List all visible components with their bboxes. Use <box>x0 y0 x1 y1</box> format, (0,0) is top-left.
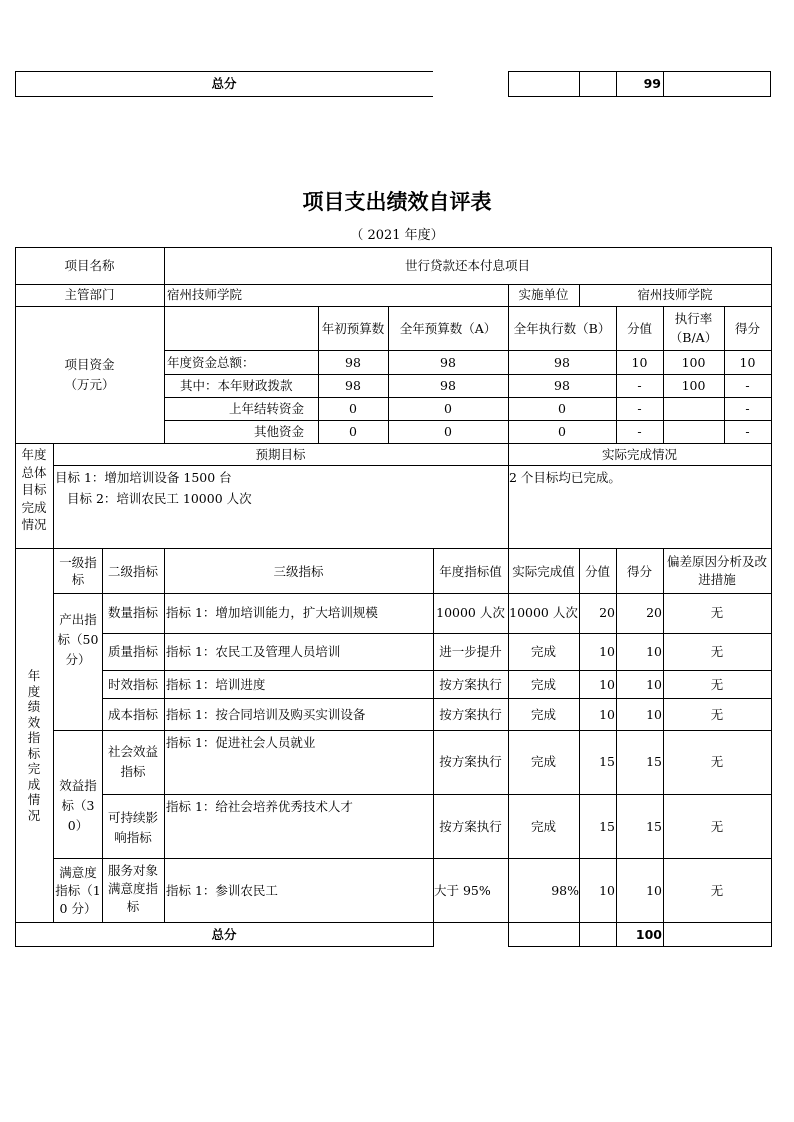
level3-cell: 指标 1：促进社会人员就业 <box>166 735 316 750</box>
goal-2: 目标 2：培训农民工 10000 人次 <box>67 491 252 506</box>
funds-cell: 10 <box>631 355 648 370</box>
funds-row-label: 其他资金 <box>253 424 304 439</box>
funds-cell: - <box>745 424 750 439</box>
level2-cell: 可持续影响指标 <box>107 810 158 845</box>
funds-cell: 10 <box>739 355 756 370</box>
score-cell: 10 <box>599 644 615 659</box>
project-name-label: 项目名称 <box>64 258 115 273</box>
got-cell: 10 <box>646 644 662 659</box>
level2-cell: 社会效益指标 <box>107 744 158 779</box>
header-level3: 三级指标 <box>273 564 324 579</box>
reason-cell: 无 <box>710 819 724 834</box>
score-cell: 10 <box>599 677 615 692</box>
level3-cell: 指标 1：农民工及管理人员培训 <box>166 644 341 659</box>
funds-cell: 98 <box>554 355 570 370</box>
funds-cell: - <box>637 401 642 416</box>
header-initial-budget: 年初预算数 <box>321 321 385 336</box>
got-cell: 10 <box>646 677 662 692</box>
header-score: 分值 <box>584 564 610 579</box>
funds-cell: - <box>745 378 750 393</box>
level3-cell: 指标 1：增加培训能力，扩大培训规模 <box>166 605 378 620</box>
prev-total-value: 99 <box>643 76 661 91</box>
dept-label: 主管部门 <box>64 287 115 302</box>
header-annual-budget: 全年预算数（A） <box>399 321 497 336</box>
level2-cell: 成本指标 <box>107 707 158 722</box>
funds-row-label: 年度资金总额： <box>167 355 255 370</box>
satisfaction-indicator-label: 满意度指标（10 分） <box>55 865 101 916</box>
unit-label: 实施单位 <box>518 287 569 302</box>
funds-cell: 0 <box>444 424 452 439</box>
score-cell: 10 <box>599 707 615 722</box>
funds-cell: 100 <box>681 355 706 370</box>
header-got-score: 得分 <box>734 321 760 336</box>
target-cell: 大于 95% <box>434 883 491 898</box>
reason-cell: 无 <box>710 644 724 659</box>
funds-cell: - <box>637 424 642 439</box>
actual-cell: 10000 人次 <box>509 605 578 620</box>
level2-cell: 时效指标 <box>107 677 158 692</box>
funds-unit: （万元） <box>64 377 115 392</box>
target-cell: 按方案执行 <box>439 677 502 692</box>
total-value: 100 <box>635 927 662 942</box>
funds-cell: 0 <box>558 424 566 439</box>
level3-cell: 指标 1：给社会培养优秀技术人才 <box>166 799 353 814</box>
reason-cell: 无 <box>710 707 724 722</box>
header-level2: 二级指标 <box>107 564 158 579</box>
got-cell: 10 <box>646 707 662 722</box>
benefit-indicator-label: 效益指标（30） <box>59 778 97 833</box>
goals-side-label: 年度总体目标完成情况 <box>21 447 47 532</box>
project-name: 世行贷款还本付息项目 <box>404 258 530 273</box>
header-exec-rate-formula: （B/A） <box>669 330 718 345</box>
got-cell: 20 <box>646 605 662 620</box>
reason-cell: 无 <box>710 754 724 769</box>
funds-cell: 98 <box>440 378 456 393</box>
got-cell: 10 <box>646 883 662 898</box>
funds-cell: 0 <box>558 401 566 416</box>
score-cell: 10 <box>599 883 615 898</box>
header-executed: 全年执行数（B） <box>513 321 611 336</box>
year-subtitle: （ 2021 年度） <box>350 228 444 243</box>
level3-cell: 指标 1：按合同培训及购买实训设备 <box>166 707 366 722</box>
actual-cell: 完成 <box>530 707 556 722</box>
actual-cell: 98% <box>551 883 579 898</box>
target-cell: 按方案执行 <box>439 819 502 834</box>
reason-cell: 无 <box>710 677 724 692</box>
header-reason: 偏差原因分析及改进措施 <box>667 554 768 587</box>
level2-cell: 数量指标 <box>107 605 158 620</box>
got-cell: 15 <box>646 754 662 769</box>
expected-goals-header: 预期目标 <box>255 447 306 462</box>
funds-cell: 98 <box>345 378 361 393</box>
funds-label: 项目资金 <box>64 357 115 372</box>
funds-cell: - <box>745 401 750 416</box>
header-exec-rate: 执行率 <box>674 311 713 326</box>
funds-row-label: 其中：本年财政拨款 <box>180 378 293 393</box>
unit-value: 宿州技师学院 <box>637 287 713 302</box>
indicators-side-label: 年度绩效指标完成情况 <box>27 668 41 823</box>
funds-cell: - <box>637 378 642 393</box>
score-cell: 20 <box>599 605 615 620</box>
score-cell: 15 <box>599 754 615 769</box>
funds-cell: 98 <box>345 355 361 370</box>
score-cell: 15 <box>599 819 615 834</box>
funds-cell: 0 <box>444 401 452 416</box>
funds-cell: 98 <box>554 378 570 393</box>
actual-cell: 完成 <box>530 754 556 769</box>
level2-cell: 质量指标 <box>107 644 158 659</box>
actual-cell: 完成 <box>530 644 556 659</box>
header-actual-value: 实际完成值 <box>512 564 575 579</box>
funds-cell: 0 <box>349 424 357 439</box>
page-title: 项目支出绩效自评表 <box>302 190 492 214</box>
prev-total-label: 总分 <box>211 76 237 91</box>
actual-completion-header: 实际完成情况 <box>601 447 677 462</box>
level3-cell: 指标 1：培训进度 <box>166 677 266 692</box>
funds-cell: 0 <box>349 401 357 416</box>
level2-cell: 服务对象满意度指标 <box>107 863 158 914</box>
goals-actual: 2 个目标均已完成。 <box>509 470 621 485</box>
actual-cell: 完成 <box>530 819 556 834</box>
dept-value: 宿州技师学院 <box>167 287 243 302</box>
target-cell: 10000 人次 <box>436 605 505 620</box>
actual-cell: 完成 <box>530 677 556 692</box>
got-cell: 15 <box>646 819 662 834</box>
header-target: 年度指标值 <box>439 564 502 579</box>
output-indicator-label: 产出指标（50 分） <box>57 612 99 667</box>
header-level1: 一级指标 <box>59 555 97 587</box>
funds-cell: 100 <box>681 378 706 393</box>
level3-cell: 指标 1：参训农民工 <box>166 883 278 898</box>
header-got: 得分 <box>626 564 652 579</box>
funds-row-label: 上年结转资金 <box>228 401 304 416</box>
target-cell: 进一步提升 <box>439 644 502 659</box>
header-score-value: 分值 <box>626 321 652 336</box>
target-cell: 按方案执行 <box>439 707 502 722</box>
target-cell: 按方案执行 <box>439 754 502 769</box>
total-label: 总分 <box>211 927 237 942</box>
funds-cell: 98 <box>440 355 456 370</box>
reason-cell: 无 <box>710 605 724 620</box>
reason-cell: 无 <box>710 883 724 898</box>
goal-1: 目标 1：增加培训设备 1500 台 <box>55 470 232 485</box>
